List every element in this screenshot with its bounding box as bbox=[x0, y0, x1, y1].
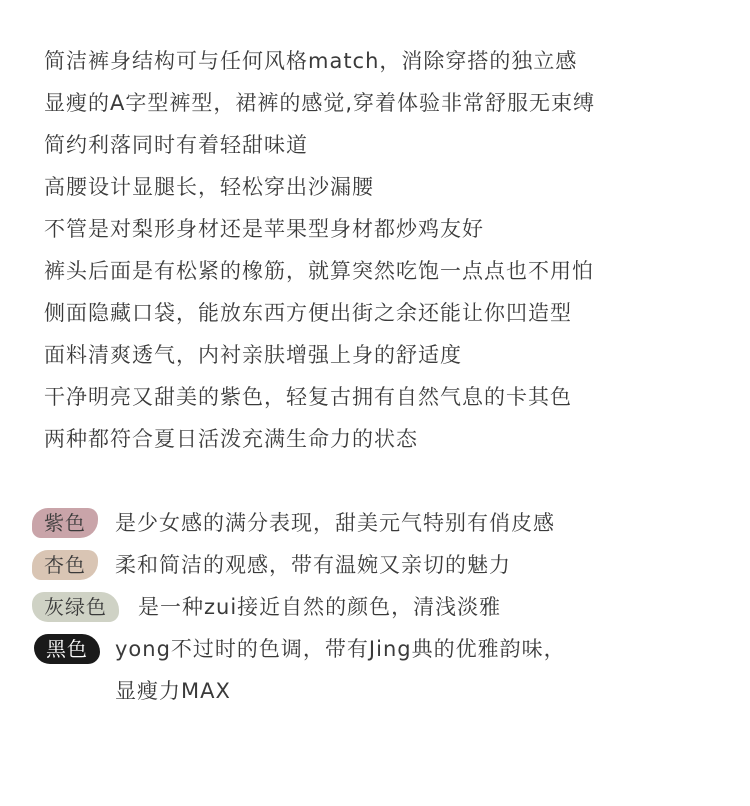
color-options-section bbox=[30, 502, 730, 703]
color-description-continued: 显瘦力MAX bbox=[115, 679, 231, 703]
color-swatch-label: 紫色 bbox=[32, 508, 98, 538]
description-line: 面料清爽透气，内衬亲肤增强上身的舒适度 bbox=[44, 343, 462, 367]
description-line: 不管是对梨形身材还是苹果型身材都炒鸡友好 bbox=[44, 217, 484, 241]
color-option-black bbox=[30, 628, 730, 703]
color-swatch-label: 杏色 bbox=[32, 550, 98, 580]
description-line: 两种都符合夏日活泼充满生命力的状态 bbox=[44, 427, 418, 451]
description-line: 简约利落同时有着轻甜味道 bbox=[44, 133, 308, 157]
color-description: yong不过时的色调，带有Jing典的优雅韵味， bbox=[115, 637, 566, 661]
color-option-purple bbox=[30, 502, 730, 544]
color-description: 是少女感的满分表现，甜美元气特别有俏皮感 bbox=[115, 511, 555, 535]
description-line: 干净明亮又甜美的紫色，轻复古拥有自然气息的卡其色 bbox=[44, 385, 572, 409]
color-option-grey-green bbox=[30, 586, 730, 628]
color-swatch-label: 黑色 bbox=[34, 634, 100, 664]
color-description: 柔和简洁的观感，带有温婉又亲切的魅力 bbox=[115, 553, 511, 577]
description-line: 显瘦的A字型裤型，裙裤的感觉,穿着体验非常舒服无束缚 bbox=[44, 91, 596, 115]
description-line: 侧面隐藏口袋，能放东西方便出街之余还能让你凹造型 bbox=[44, 301, 572, 325]
product-description-list bbox=[44, 40, 595, 460]
color-swatch-label: 灰绿色 bbox=[32, 592, 119, 622]
description-line: 高腰设计显腿长，轻松穿出沙漏腰 bbox=[44, 175, 374, 199]
color-description: 是一种zui接近自然的颜色，清浅淡雅 bbox=[138, 595, 502, 619]
description-line: 简洁裤身结构可与任何风格match，消除穿搭的独立感 bbox=[44, 49, 578, 73]
description-line: 裤头后面是有松紧的橡筋，就算突然吃饱一点点也不用怕 bbox=[44, 259, 594, 283]
color-option-apricot bbox=[30, 544, 730, 586]
